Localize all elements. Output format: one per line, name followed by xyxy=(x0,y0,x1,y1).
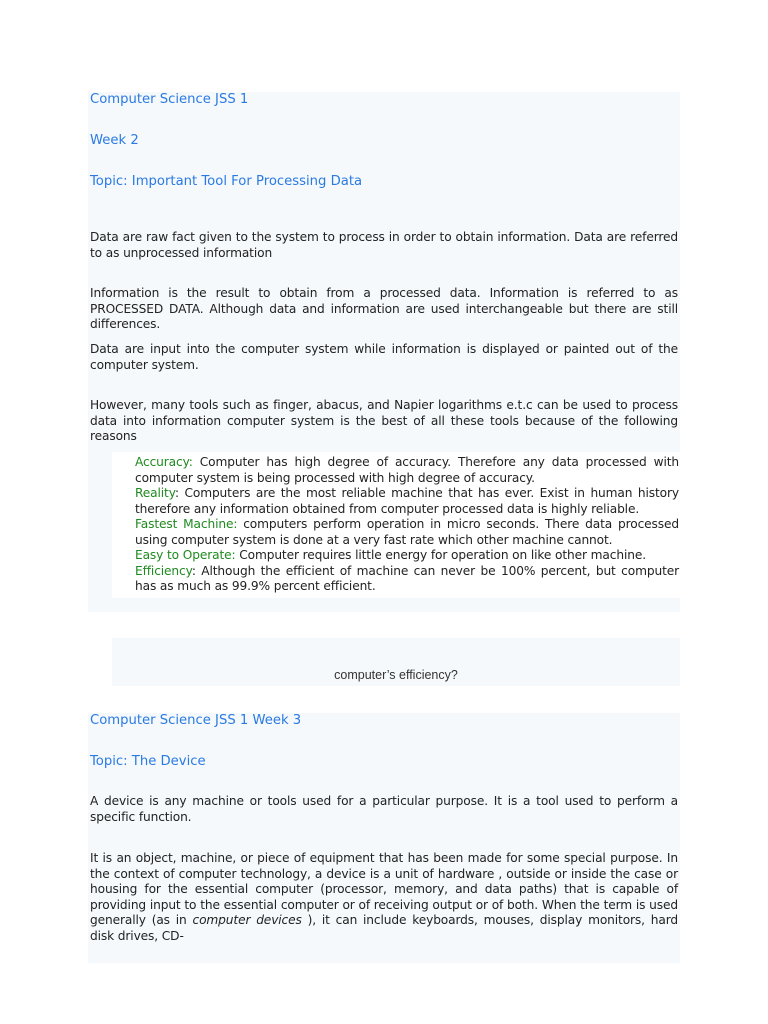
reason-text: : Computers are the most reliable machine that has ever. Exist in human history therefore any information obtained from computer processed data is highly reliable. xyxy=(135,486,679,516)
list-item xyxy=(135,455,679,486)
paragraph-device-definition: A device is any machine or tools used for a particular purpose. It is a tool used to perform a specific function. xyxy=(90,794,678,824)
reason-term: Reality xyxy=(135,486,175,500)
device-details-text-1: It is an object, machine, or piece of equipment that has been made for some special purpose. In the context of computer technology, a device is a unit of hardware , outside or inside the case or housing for the essential computer (processor, memory, and data paths) that is capable of providing input to the essential computer or of receiving output or of both. When the term is used generally (as in xyxy=(90,851,678,927)
question-text: computer’s efficiency? xyxy=(334,668,458,682)
reason-term: Efficiency xyxy=(135,563,192,578)
week-heading: Week 2 xyxy=(90,133,139,148)
week3-topic: Topic: The Device xyxy=(90,754,206,769)
reason-term: Easy to Operate: xyxy=(135,548,236,562)
device-details-text-2: ), it can include keyboards, mouses, display monitors, hard disk drives, CD- xyxy=(90,913,679,943)
reason-term: Fastest Machine: xyxy=(135,517,238,531)
week3-title: Computer Science JSS 1 Week 3 xyxy=(90,713,302,728)
paragraph-information-definition: Information is the result to obtain from a processed data. Information is referred to as PROCESSED DATA. Although data and information are used interchangeable but there are still differences. xyxy=(90,286,678,331)
paragraph-device-details xyxy=(90,851,678,944)
reason-text: Computer requires little energy for operation on like other machine. xyxy=(235,548,646,562)
list-item xyxy=(135,564,679,595)
reason-text: Computer has high degree of accuracy. Therefore any data processed with computer system is being processed with high degree of accuracy. xyxy=(135,455,679,485)
paragraph-input-output: Data are input into the computer system while information is displayed or painted out of the computer system. xyxy=(90,342,678,372)
paragraph-data-definition: Data are raw fact given to the system to process in order to obtain information. Data are referred to as unprocessed information xyxy=(90,230,678,260)
reason-term: Accuracy: xyxy=(135,455,193,469)
topic-heading: Topic: Important Tool For Processing Data xyxy=(90,174,363,189)
device-details-italic: computer devices xyxy=(192,913,302,927)
reasons-list-box xyxy=(112,452,680,598)
list-item xyxy=(135,486,679,517)
paragraph-tools: However, many tools such as finger, abacus, and Napier logarithms e.t.c can be used to process data into information computer system is the best of all these tools because of the following reasons xyxy=(90,398,678,443)
page-title: Computer Science JSS 1 xyxy=(90,92,249,107)
list-item xyxy=(135,548,679,564)
reasons-list xyxy=(135,455,679,595)
reason-text: : Although the efficient of machine can never be 100% percent, but computer has as much as 99.9% percent efficient. xyxy=(135,563,679,593)
reason-text: computers perform operation in micro seconds. There data processed using computer system is done at a very fast rate which other machine cannot. xyxy=(135,517,679,547)
list-item xyxy=(135,517,679,548)
